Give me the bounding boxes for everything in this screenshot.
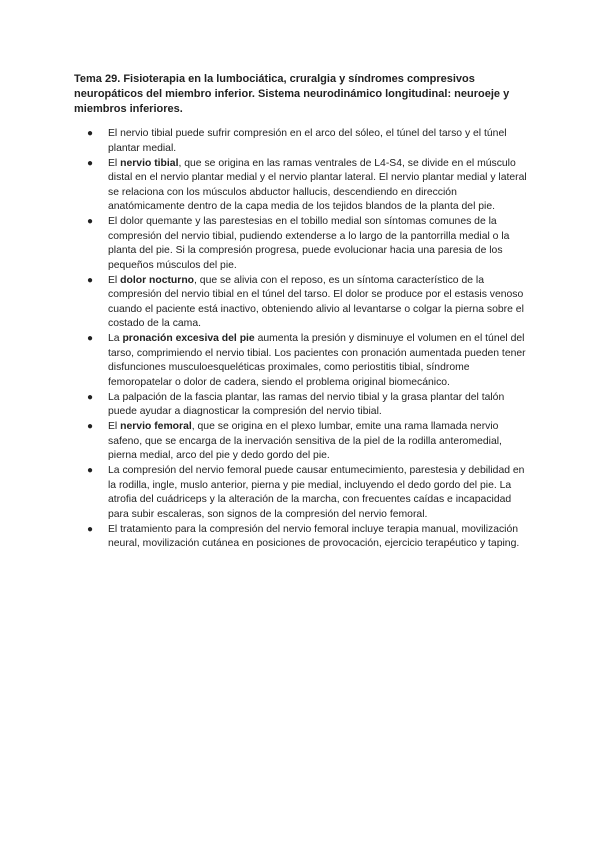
bullet-item <box>74 391 530 420</box>
bullet-dot-icon: ● <box>87 391 94 403</box>
bullet-text-continued: , que se origina en las ramas ventrales de L4-S4, se divide en el músculo distal en el nervio plantar medial y el nervio plantar lateral. El nervio plantar medial y lateral se relaciona con los músculos abductor hallucis, descendiendo en dirección anatómicamente dentro de la capa media de los tejidos blandos de la planta del pie. <box>108 157 527 212</box>
bullet-item <box>74 464 530 522</box>
bullet-item <box>74 127 530 156</box>
bullet-item <box>74 332 530 390</box>
bullet-text: El <box>108 421 121 432</box>
bullet-dot-icon: ● <box>87 216 94 227</box>
bullet-bold-term: dolor nocturno <box>120 274 195 286</box>
bullet-list <box>74 127 530 552</box>
bullet-text-continued: , que se alivia con el reposo, es un síntoma característico de la compresión del nervio tibial en el túnel del tarso. El dolor se produce por el estasis venoso cuando el paciente está inactivo, obteniendo alivio al levantarse o colgar la pierna sobre el costado de la cama. <box>108 274 524 329</box>
bullet-dot-icon: ● <box>87 157 94 169</box>
bullet-bold-term: nervio femoral <box>120 421 192 432</box>
bullet-text: El <box>108 157 121 169</box>
bullet-dot-icon: ● <box>87 523 94 535</box>
bullet-dot-icon: ● <box>87 333 94 344</box>
bullet-text: La <box>108 333 123 344</box>
bullet-dot-icon: ● <box>87 465 94 476</box>
bullet-text: El tratamiento para la compresión del nervio femoral incluye terapia manual, movilización neural, movilización cutánea en posiciones de provocación, ejercicio terapéutico y taping. <box>108 523 520 549</box>
bullet-text: La compresión del nervio femoral puede causar entumecimiento, parestesia y debilidad en la rodilla, ingle, muslo anterior, pierna y pie medial, incluyendo el dedo gordo del pie. La atrofia del cuádriceps y la alteración de la marcha, con frecuentes caídas e incapacidad para subir escaleras, son signos de la compresión del nervio femoral. <box>108 465 525 520</box>
bullet-item <box>74 215 530 273</box>
bullet-text-continued: , que se origina en el plexo lumbar, emite una rama llamada nervio safeno, que se encarga de la inervación sensitiva de la piel de la rodilla anteromedial, pierna medial, arco del pie y dedo gordo del pie. <box>108 421 502 461</box>
bullet-bold-term: nervio tibial <box>120 157 179 169</box>
bullet-bold-term: pronación excesiva del pie <box>122 333 255 344</box>
bullet-text: El dolor quemante y las parestesias en el tobillo medial son síntomas comunes de la compresión del nervio tibial, pudiendo extenderse a lo largo de la pantorrilla medial o la planta del pie. Si la compresión progresa, puede evolucionar hacia una paresia de los pequeños músculos del pie. <box>108 216 510 271</box>
bullet-text: El <box>108 274 121 286</box>
bullet-item <box>74 157 530 215</box>
bullet-item <box>74 420 530 464</box>
bullet-text: La palpación de la fascia plantar, las ramas del nervio tibial y la grasa plantar del talón puede ayudar a diagnosticar la compresión del nervio tibial. <box>108 391 505 417</box>
bullet-text-continued: aumenta la presión y disminuye el volumen en el túnel del tarso, comprimiendo el nervio tibial. Los pacientes con pronación aumentada pueden tener disfunciones musculoesqueléticas proximales, como periostitis tibial, síndrome femoropatelar o dolor de cadera, siendo el problema original biomecánico. <box>108 333 526 388</box>
bullet-text: El nervio tibial puede sufrir compresión en el arco del sóleo, el túnel del tarso y el túnel plantar medial. <box>108 128 507 154</box>
document-title: Tema 29. Fisioterapia en la lumbociática, cruralgia y síndromes compresivos neuropáticos del miembro inferior. Sistema neurodinámico longitudinal: neuroeje y miembros inferiores. <box>74 73 510 115</box>
bullet-dot-icon: ● <box>87 274 94 286</box>
bullet-item <box>74 523 530 552</box>
bullet-dot-icon: ● <box>87 421 94 432</box>
bullet-dot-icon: ● <box>87 128 94 139</box>
bullet-item <box>74 274 530 332</box>
